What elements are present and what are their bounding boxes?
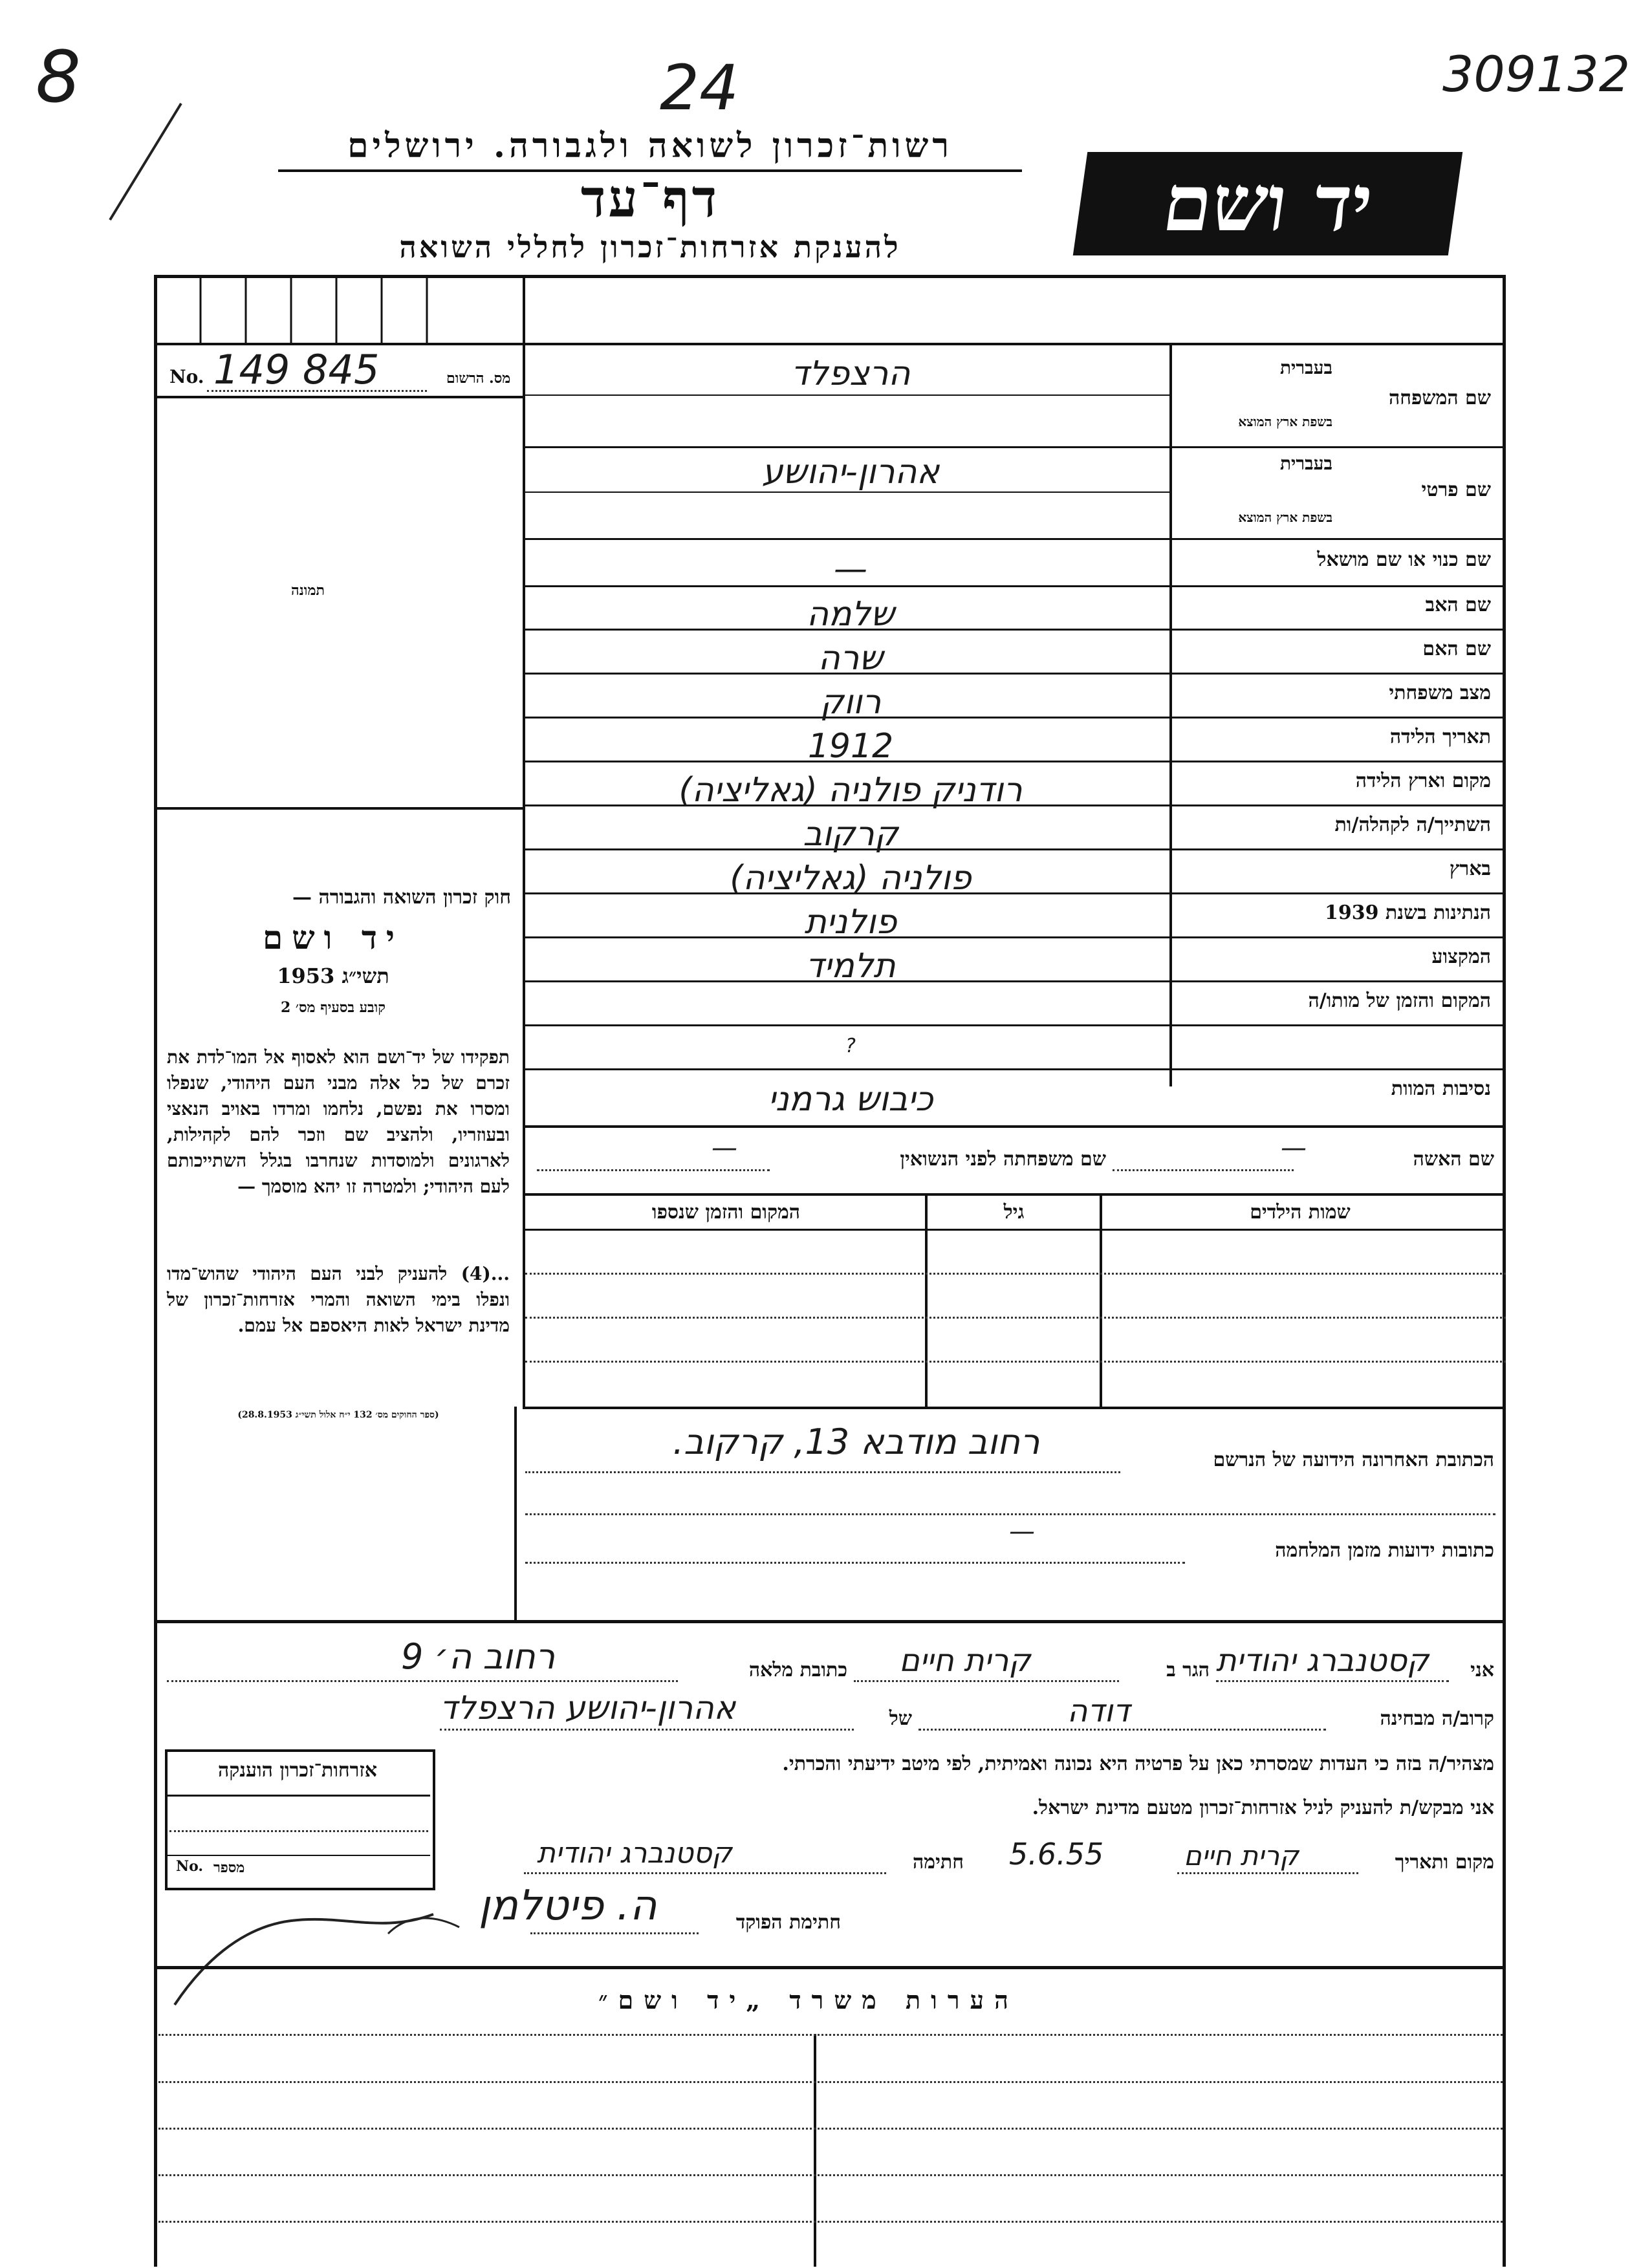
yad-vashem-logo: יד ושם [1073, 152, 1462, 255]
declarant-address: רחוב ה׳ 9 [401, 1636, 556, 1677]
form-subtitle: להענקת אזרחות־זכרון לחללי השואה [399, 230, 901, 265]
wife-value: — [1281, 1133, 1307, 1163]
maiden-value: — [712, 1133, 737, 1163]
declarant-of-label: של [889, 1707, 912, 1730]
registration-number: 149 845 [213, 346, 380, 393]
declaration-date: 5.6.55 [1009, 1837, 1104, 1872]
children-names-header: שמות הילדים [1250, 1201, 1351, 1224]
death-place-value: ? [845, 1035, 856, 1057]
profession-value: תלמיד [805, 947, 896, 986]
last-address-label: הכתובת האחרונה הידועה של הנרשם [1213, 1449, 1494, 1471]
tick-boxes [155, 278, 524, 343]
declarant-signature: קסטנברג יהודית [537, 1837, 732, 1870]
form-title: דף־עד [580, 168, 720, 229]
last-address-value: רחוב מודבא 13, קרקוב. [673, 1421, 1040, 1462]
birth-date-value: 1912 [807, 727, 894, 766]
family-name-sub2: בשפת ארץ המוצא [1238, 414, 1332, 429]
declarant-city: קרית חיים [899, 1643, 1031, 1679]
country-label: בארץ [1449, 858, 1491, 880]
law-name: יד ושם [263, 918, 404, 956]
pen-stroke [97, 97, 194, 226]
maiden-label: שם משפחתה לפני הנשואין [900, 1148, 1106, 1171]
declaration-line-2: אני מבקש/ת להעניק לניל אזרחות־זכרון מטעם מדינת ישראל. [1032, 1797, 1494, 1819]
citizenship-value: פולנית [804, 903, 897, 942]
citizenship-box-no: No. [176, 1858, 204, 1875]
registration-no-label: No. [169, 366, 204, 387]
law-clause: קובע בסעיף מס׳ 2 [280, 999, 386, 1016]
mother-value: שרה [818, 639, 884, 678]
first-name-sub2: בשפת ארץ המוצא [1238, 510, 1332, 525]
death-cause-label: נסיבות המוות [1391, 1077, 1491, 1100]
children-place-header: המקום והזמן שנספו [651, 1201, 801, 1224]
officer-signature-label: חתימת הפוקד [735, 1911, 841, 1934]
citizenship-box-num-label: מספר [213, 1859, 245, 1876]
declarant-lives-label: הגר ב [1166, 1659, 1210, 1681]
wife-label: שם האשה [1413, 1148, 1494, 1171]
first-name-sub1: בעברית [1279, 453, 1332, 474]
law-source: (ספר החוקים מס׳ 132 י״ח אלול תשי״ג 28.8.1953) [237, 1410, 439, 1420]
declarant-i-label: אני [1470, 1659, 1494, 1681]
war-address-value: — [1009, 1517, 1035, 1546]
family-name-value: הרצפלד [790, 354, 911, 393]
war-address-label: כתובות ידועות מזמן המלחמה [1275, 1539, 1494, 1562]
father-value: שלמה [807, 595, 895, 634]
officer-signature: ה. פיטלמן [479, 1882, 657, 1930]
signature-label: חתימה [913, 1851, 964, 1874]
citizenship-label: הנתינות בשנת 1939 [1324, 902, 1491, 924]
law-text: תפקידו של יד־ושם הוא לאסוף אל המו־לדת את זכרם של כל אלה מבני העם היהודי, שנפלו ומסרו את נפשם, נלחמו ומרדו באויב הנאצי ובעוזריו, ולהציב שם וזכר להם לקהילות, לארגונים ולמוסדות שנחרבו בגלל השתייכותם לעם היהודי; ולמטרה זו יהא מוסמך — [167, 1046, 510, 1197]
photo-label: תמונה [291, 582, 325, 599]
declarant-relation: דודה [1067, 1693, 1130, 1729]
declaration-line-1: מצהיר/ה בזה כי העדות שמסרתי כאן על פרטיה היא נכונה ואמיתית, לפי מיטב ידיעתי והכרתי. [782, 1753, 1494, 1775]
page-number: 24 [660, 52, 739, 124]
birth-date-label: תאריך הלידה [1389, 726, 1491, 748]
declaration-place: קרית חיים [1184, 1840, 1299, 1872]
death-cause-value: כיבוש גרמני [768, 1080, 933, 1119]
law-title: חוק זכרון השואה והגבורה — [292, 886, 511, 909]
registration-label: מס. הרשום [446, 370, 511, 387]
declarant-relation-label: קרוב/ה מבחינה [1380, 1707, 1494, 1730]
mother-label: שם האם [1422, 638, 1491, 660]
community-value: קרקוב [803, 815, 898, 854]
declarant-of-name: אהרון-יהושע הרצפלד [440, 1689, 736, 1727]
file-number: 309132 [1442, 45, 1630, 103]
first-name-value: אהרון-יהושע [761, 453, 940, 491]
children-age-header: גיל [1003, 1201, 1025, 1224]
birth-place-label: מקום וארץ הלידה [1355, 770, 1491, 792]
family-name-sub1: בעברית [1279, 357, 1332, 378]
father-label: שם האב [1425, 594, 1491, 616]
law-text-clause4: ...(4) להעניק לבני העם היהודי שהוש־מדו ונפלו בימי השואה והמרי אזרחות־זכרון של מדינת ישראל לאות היאספם אל עמם. [167, 1263, 510, 1336]
left-corner-mark: 8 [36, 36, 81, 118]
profession-label: המקצוע [1431, 945, 1491, 968]
country-value: פולניה (גאליציה) [730, 859, 972, 898]
declarant-name: קסטנברג יהודית [1216, 1643, 1429, 1679]
marital-label: מצב משפחתי [1389, 682, 1491, 704]
place-date-label: מקום ותאריך [1395, 1851, 1494, 1874]
first-name-label: שם פרטי [1421, 479, 1491, 501]
office-notes-title: הערות משרד „יד ושם״ [598, 1985, 1019, 2014]
community-label: השתייך/ה לקהלה/ות [1334, 814, 1491, 836]
authority-title: רשות־זכרון לשואה ולגבורה. ירושלים [278, 126, 1022, 172]
declarant-address-label: כתובת מלאה [748, 1659, 847, 1681]
nickname-label: שם כנוי או שם מושאל [1317, 548, 1491, 571]
birth-place-value: רודניק פולניה (גאליציה) [679, 771, 1023, 810]
family-name-label: שם המשפחה [1388, 387, 1491, 409]
nickname-value: — [834, 550, 867, 589]
marital-value: רווק [820, 683, 882, 722]
citizenship-box-title: אזרחות־זכרון הוענקה [217, 1759, 378, 1782]
death-place-label: המקום והזמן של מותו/ה [1308, 989, 1491, 1012]
law-year: תשי״ג 1953 [277, 964, 389, 988]
